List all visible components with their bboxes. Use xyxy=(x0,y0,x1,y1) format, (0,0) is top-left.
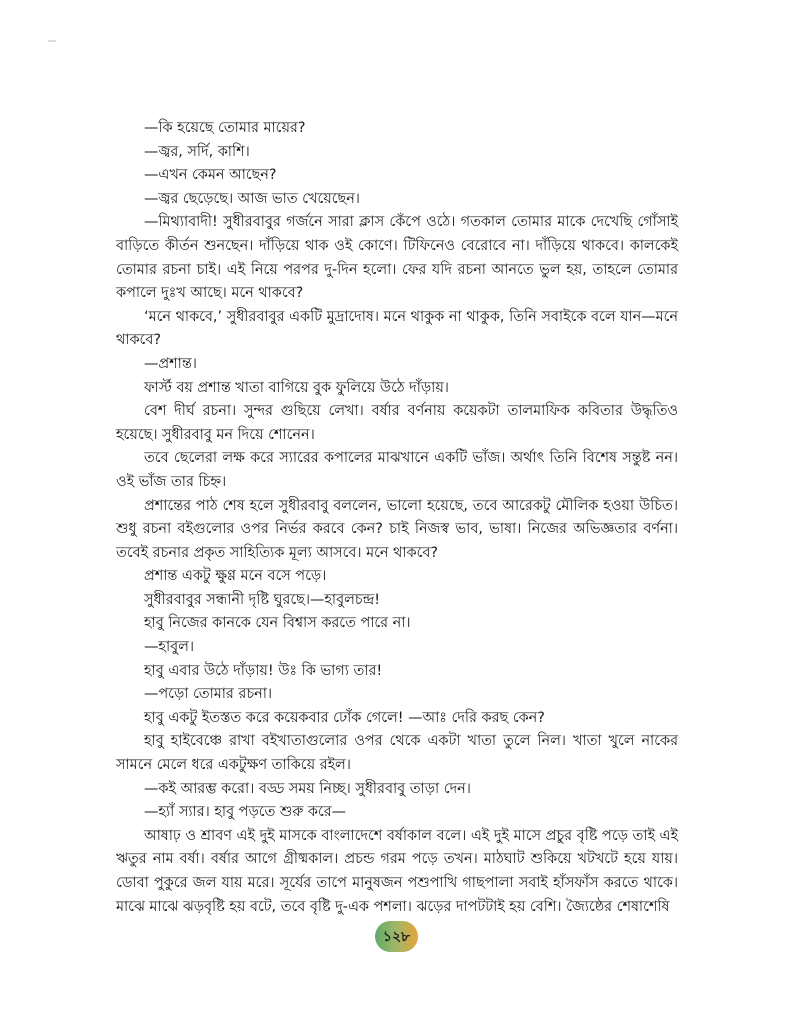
paragraph: হাবু একটু ইতস্তত করে কয়েকবার ঢোঁক গেলে! —আঃ দেরি করছ কেন? xyxy=(144,709,545,726)
paragraph: তবে ছেলেরা লক্ষ করে স্যারের কপালের মাঝখানে একটি ভাঁজ। অর্থাৎ তিনি বিশেষ সন্তুষ্ট নন। ওই ভাঁজ তার চিহ্ন। xyxy=(116,450,678,490)
page-number: ১২৮ xyxy=(382,928,411,945)
paragraph: ‘মনে থাকবে,’ সুধীরবাবুর একটি মুদ্রাদোষ। মনে থাকুক না থাকুক, তিনি সবাইকে বলে যান—মনে থাকবে? xyxy=(116,308,678,349)
paragraph: —কই আরম্ভ করো। বড্ড সময় নিচ্ছ। সুধীরবাবু তাড়া দেন। xyxy=(144,780,471,797)
paragraph: হাবু এবার উঠে দাঁড়ায়! উঃ কি ভাগ্য তার! xyxy=(144,662,383,679)
paragraph: প্রশান্তের পাঠ শেষ হলে সুধীরবাবু বললেন, ভালো হয়েছে, তবে আরেকটু মৌলিক হওয়া উচিত। শুধু রচনা বইগুলোর ওপর নির্ভর করবে কেন? চাই নিজস্ব ভাব, ভাষা। নিজের অভিজ্ঞতার বর্ণনা। তবেই রচনার প্রকৃত সাহিত্যিক মূল্য আসবে। মনে থাকবে? xyxy=(116,497,678,561)
paragraph: সুধীরবাবুর সন্ধানী দৃষ্টি ঘুরছে।—হাবুলচন্দ্র! xyxy=(144,591,381,608)
paragraph: —হ্যাঁ স্যার। হাবু পড়তে শুরু করে— xyxy=(144,804,347,821)
paragraph: হাবু হাইবেঞ্চে রাখা বইখাতাগুলোর ওপর থেকে একটা খাতা তুলে নিল। খাতা খুলে নাকের সামনে মেলে ধরে একটুক্ষণ তাকিয়ে রইল। xyxy=(116,733,678,774)
paragraph: —পড়ো তোমার রচনা। xyxy=(144,686,273,703)
paragraph: —এখন কেমন আছেন? xyxy=(144,167,277,184)
paragraph: —জ্বর ছেড়েছে। আজ ভাত খেয়েছেন। xyxy=(144,190,360,207)
paragraph: —কি হয়েছে তোমার মায়ের? xyxy=(144,120,306,136)
paragraph: —মিথ্যাবাদী! সুধীরবাবুর গর্জনে সারা ক্লাস কেঁপে ওঠে। গতকাল তোমার মাকে দেখেছি গোঁসাই বাড়িতে কীর্তন শুনছেন। দাঁড়িয়ে থাক ওই কোণে। টিফিনেও বেরোবে না। দাঁড়িয়ে থাকবে। কালকেই তোমার রচনা চাই। এই নিয়ে পরপর দু-দিন হলো। ফের যদি রচনা আনতে ভুল হয়, তাহলে তোমার কপালে দুঃখ আছে। মনে থাকবে? xyxy=(116,214,678,302)
story-text xyxy=(116,117,678,919)
paragraph: প্রশান্ত একটু ক্ষুণ্ণ মনে বসে পড়ে। xyxy=(144,568,327,585)
paragraph: হাবু নিজের কানকে যেন বিশ্বাস করতে পারে না। xyxy=(144,615,411,632)
paragraph: —প্রশান্ত। xyxy=(144,355,197,372)
paragraph: —হাবুল। xyxy=(144,639,195,656)
paragraph: —জ্বর, সর্দি, কাশি। xyxy=(144,143,250,160)
paragraph: ফার্স্ট বয় প্রশান্ত খাতা বাগিয়ে বুক ফুলিয়ে উঠে দাঁড়ায়। xyxy=(144,379,449,396)
paragraph: বেশ দীর্ঘ রচনা। সুন্দর গুছিয়ে লেখা। বর্ষার বর্ণনায় কয়েকটা তালমাফিক কবিতার উদ্ধৃতিও হয়েছে। সুধীরবাবু মন দিয়ে শোনেন। xyxy=(116,403,678,443)
paragraph: আষাঢ় ও শ্রাবণ এই দুই মাসকে বাংলাদেশে বর্ষাকাল বলে। এই দুই মাসে প্রচুর বৃষ্টি পড়ে তাই এই ঋতুর নাম বর্ষা। বর্ষার আগে গ্রীষ্মকাল। প্রচন্ড গরম পড়ে তখন। মাঠঘাট শুকিয়ে খটখটে হয়ে যায়। ডোবা পুকুরে জল যায় মরে। সূর্যের তাপে মানুষজন পশুপাখি গাছপালা সবাই হাঁসফাঁস করতে থাকে। মাঝে মাঝে ঝড়বৃষ্টি হয় বটে, তবে বৃষ্টি দু-এক পশলা। ঝড়ের দাপটটাই হয় বেশি। জ্যৈষ্ঠের শেষাশেষি xyxy=(116,827,678,915)
page-number-badge xyxy=(375,921,418,952)
scan-mark xyxy=(48,40,56,42)
